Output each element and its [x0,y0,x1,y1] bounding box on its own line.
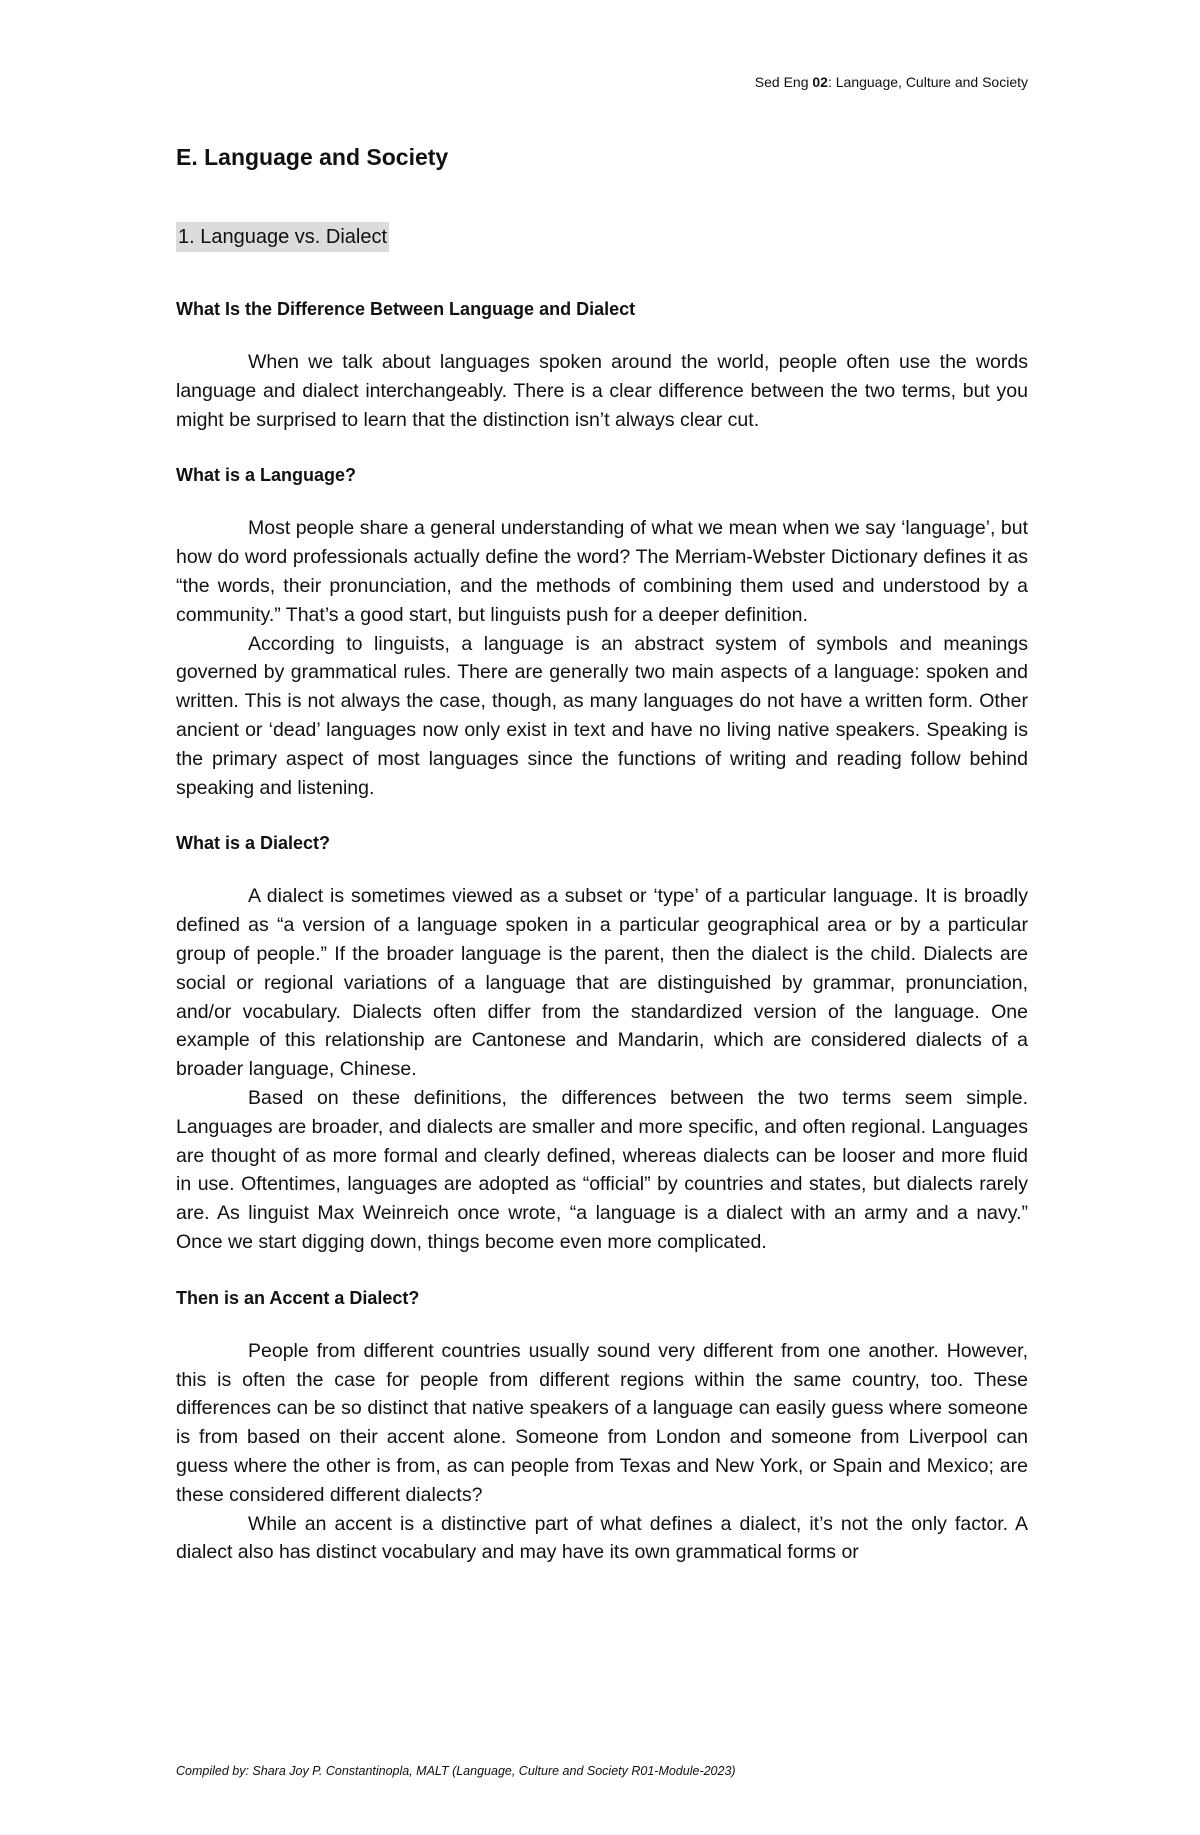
paragraph: People from different countries usually sound very different from one another. However, this is often the case for people from different regions within the same country, too. These differences can be so distinct that native speakers of a language can easily guess where someone is from based on their accent alone. Someone from London and someone from Liverpool can guess where the other is from, as can people from Texas and New York, or Spain and Mexico; are these considered different dialects? [176,1339,1028,1506]
document-body [176,142,1028,1567]
paragraph: According to linguists, a language is an abstract system of symbols and meanings governed by grammatical rules. There are generally two main aspects of a language: spoken and written. This is not always the case, though, as many languages do not have a written form. Other ancient or ‘dead’ languages now only exist in text and have no living native speakers. Speaking is the primary aspect of most languages since the functions of writing and reading follow behind speaking and listening. [176,632,1028,799]
course-number: 02 [812,74,828,90]
heading-what-is-language: What is a Language? [176,465,357,486]
section-title: E. Language and Society [176,144,449,170]
paragraph: When we talk about languages spoken around the world, people often use the words language and dialect interchangeably. There is a clear difference between the two terms, but you might be surprised to learn that the distinction isn’t always clear cut. [176,351,1028,431]
running-footer: Compiled by: Shara Joy P. Constantinopla, MALT (Language, Culture and Society R01-Module-2023) [176,1764,736,1778]
paragraph: Most people share a general understanding of what we mean when we say ‘language’, but how do word professionals actually define the word? The Merriam-Webster Dictionary defines it as “the words, their pronunciation, and the methods of combining them used and understood by a community.” That’s a good start, but linguists push for a deeper definition. [176,517,1028,626]
course-prefix: Sed Eng [754,74,813,90]
paragraph: A dialect is sometimes viewed as a subset or ‘type’ of a particular language. It is broadly defined as “a version of a language spoken in a particular geographical area or by a particular group of people.” If the broader language is the parent, then the dialect is the child. Dialects are social or regional variations of a language that are distinguished by grammar, pronunciation, and/or vocabulary. Dialects often differ from the standardized version of the language. One example of this relationship are Cantonese and Mandarin, which are considered dialects of a broader language, Chinese. [176,885,1028,1081]
heading-difference: What Is the Difference Between Language and Dialect [176,299,636,319]
heading-what-is-dialect: What is a Dialect? [176,833,331,854]
paragraph: While an accent is a distinctive part of what defines a dialect, it’s not the only factor. A dialect also has distinct vocabulary and may have its own grammatical forms or [176,1512,1028,1564]
subsection-title: 1. Language vs. Dialect [176,222,389,252]
heading-accent-dialect: Then is an Accent a Dialect? [176,1287,420,1308]
running-header [755,74,1028,90]
course-title: : Language, Culture and Society [827,74,1028,90]
paragraph: Based on these definitions, the differences between the two terms seem simple. Languages are broader, and dialects are smaller and more specific, and often regional. Languages are thought of as more formal and clearly defined, whereas dialects can be looser and more fluid in use. Oftentimes, languages are adopted as “official” by countries and states, but dialects rarely are. As linguist Max Weinreich once wrote, “a language is a dialect with an army and a navy.” Once we start digging down, things become even more complicated. [176,1086,1028,1253]
